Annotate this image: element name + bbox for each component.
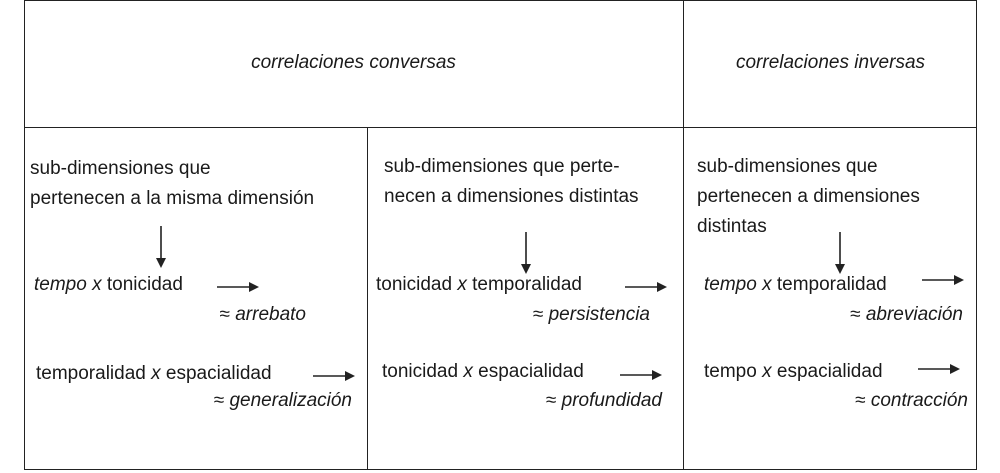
- correlation-formula: temporalidad x espacialidad: [36, 363, 272, 384]
- correlation-result: ≈ generalización: [213, 390, 352, 411]
- intro-line: sub-dimensiones que: [30, 158, 211, 179]
- right-arrow-icon: [922, 273, 966, 287]
- correlation-formula: tempo x espacialidad: [704, 361, 883, 382]
- intro-line: sub-dimensiones que: [697, 156, 878, 177]
- right-arrow-icon: [313, 369, 357, 383]
- correlation-result: ≈ arrebato: [219, 304, 306, 325]
- body-column-divider: [367, 127, 368, 470]
- header-correlaciones-inversas: correlaciones inversas: [735, 52, 926, 73]
- down-arrow-icon: [833, 232, 847, 274]
- header-correlaciones-conversas: correlaciones conversas: [251, 52, 456, 73]
- intro-line: distintas: [697, 216, 767, 237]
- correlation-result: ≈ abreviación: [850, 304, 963, 325]
- intro-line: pertenecen a la misma dimensión: [30, 188, 315, 209]
- header-divider: [24, 127, 977, 128]
- down-arrow-icon: [154, 226, 168, 268]
- correlation-formula: tempo x temporalidad: [704, 274, 887, 295]
- correlation-result: ≈ profundidad: [545, 390, 662, 411]
- intro-line: pertenecen a dimensiones: [697, 186, 920, 207]
- intro-line: necen a dimensiones distintas: [384, 186, 639, 207]
- correlation-result: ≈ contracción: [855, 390, 968, 411]
- right-arrow-icon: [918, 362, 962, 376]
- right-arrow-icon: [620, 368, 664, 382]
- correlation-formula: tonicidad x temporalidad: [376, 274, 582, 295]
- correlation-formula: tonicidad x espacialidad: [382, 361, 584, 382]
- right-arrow-icon: [217, 280, 261, 294]
- intro-line: sub-dimensiones que perte-: [384, 156, 620, 177]
- correlation-formula: tempo x tonicidad: [34, 274, 183, 295]
- down-arrow-icon: [519, 232, 533, 274]
- correlation-result: ≈ persistencia: [532, 304, 650, 325]
- right-arrow-icon: [625, 280, 669, 294]
